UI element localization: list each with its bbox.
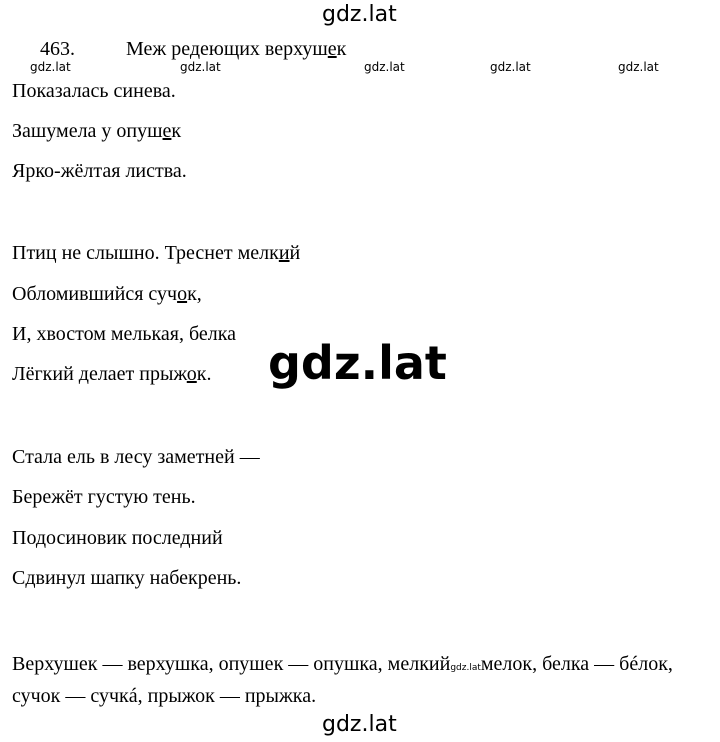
watermark-inline: gdz.lat — [450, 663, 481, 673]
answer-text: Верхушек — верхушка, опушек — опушка, мелкийgdz.latмелок, белка — бéлок, сучок — сучкá, прыжок — прыжка. — [12, 653, 673, 707]
poem-line-12: Сдвинул шапку набекрень. — [12, 567, 242, 589]
watermark-small: gdz.lat — [618, 60, 659, 74]
watermark-small: gdz.lat — [490, 60, 531, 74]
poem-line-8: Лёгкий делает прыжок. — [12, 363, 212, 385]
watermark-small: gdz.lat — [30, 60, 71, 74]
watermark-top: gdz.lat — [322, 2, 397, 27]
task-number: 463. — [40, 38, 75, 60]
poem-line-5: Птиц не слышно. Треснет мелкий — [12, 242, 301, 264]
poem-line-10: Бережёт густую тень. — [12, 486, 196, 508]
poem-line-3: Зашумела у опушек — [12, 120, 182, 142]
watermark-bottom: gdz.lat — [322, 712, 397, 737]
poem-line-9: Стала ель в лесу заметней — — [12, 446, 260, 468]
watermark-small: gdz.lat — [364, 60, 405, 74]
poem-line-4: Ярко-жёлтая листва. — [12, 160, 187, 182]
watermark-center: gdz.lat — [268, 336, 447, 390]
poem-line-1: Меж редеющих верхушек — [126, 38, 347, 60]
watermark-small: gdz.lat — [180, 60, 221, 74]
poem-line-6: Обломившийся сучок, — [12, 283, 202, 305]
poem-line-7: И, хвостом мелькая, белка — [12, 323, 237, 345]
poem-line-2: Показалась синева. — [12, 80, 176, 102]
poem-line-11: Подосиновик последний — [12, 527, 223, 549]
